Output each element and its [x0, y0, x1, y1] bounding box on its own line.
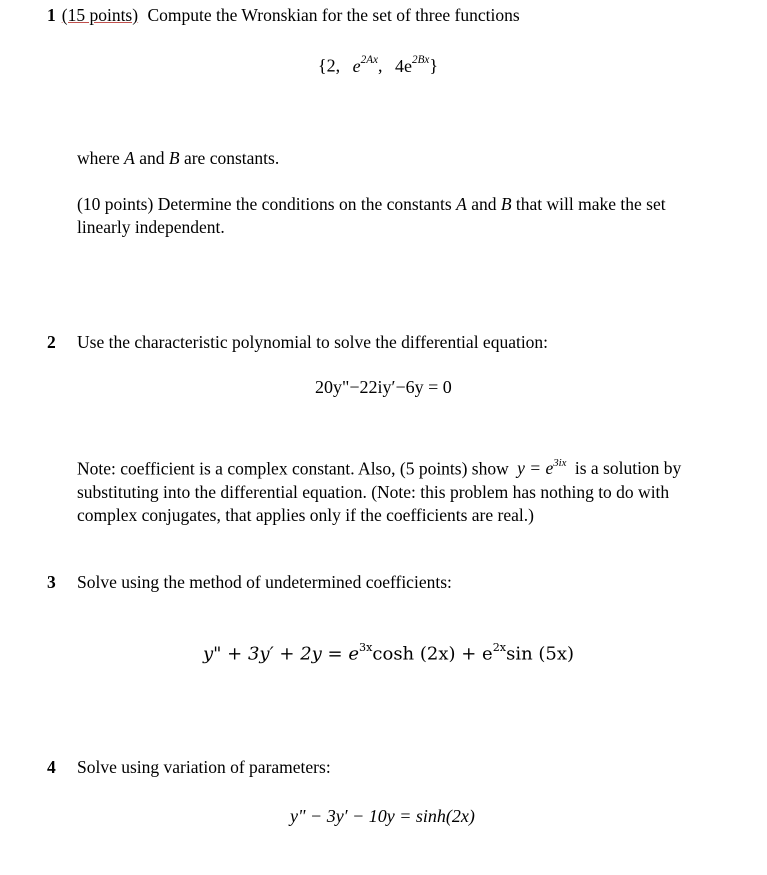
eq3-mid: cosh (2x) + e: [372, 643, 493, 665]
part2-mid: and: [471, 194, 497, 214]
problem-2-note: [77, 452, 717, 528]
problem-4-equation: y" − 3y′ − 10y = sinh(2x): [290, 806, 475, 826]
problem-3-number: 3: [47, 572, 56, 592]
where-prefix: where: [77, 148, 120, 168]
problem-1-function-set: {2, $e^{2Ax}$, $4e^{2Bx}$}: [318, 54, 438, 76]
part2-b: B: [500, 194, 512, 214]
note-suffix: is a solution by substituting into the differential equation. (Note: this problem has nothing to do with complex conjugates, that applies only if the coefficients are real.): [77, 458, 682, 526]
note-y: y = e: [517, 458, 554, 479]
part2-a: A: [456, 194, 467, 214]
where-a: A: [124, 148, 135, 168]
problem-1-points: (15 points): [61, 5, 139, 25]
set-f3-coef: 4e: [395, 55, 412, 76]
set-f2-exp: 2Ax: [360, 54, 378, 66]
eq3-exp2: 2x: [492, 641, 507, 654]
set-open: {2,: [318, 55, 341, 76]
problem-1-header: [47, 5, 520, 26]
where-b: B: [168, 148, 180, 168]
eq3-end: sin (5x): [506, 643, 575, 665]
problem-2-number: 2: [47, 332, 56, 352]
problem-1-prompt: Compute the Wronskian for the set of three functions: [147, 5, 520, 25]
problem-3-prompt: Solve using the method of undetermined coefficients:: [77, 572, 452, 592]
problem-1-where-line: [77, 148, 279, 169]
part2-suffix: that will make the set linearly independent.: [77, 194, 666, 237]
set-f2-base: e: [352, 55, 361, 76]
problem-4-prompt: Solve using variation of parameters:: [77, 757, 331, 777]
problem-2-prompt: Use the characteristic polynomial to solve the differential equation:: [77, 332, 549, 352]
set-close: }: [429, 55, 438, 76]
where-suffix: are constants.: [183, 148, 280, 168]
eq3-exp1: 3x: [359, 641, 373, 654]
set-f3-exp: 2Bx: [412, 54, 430, 66]
problem-4-number: 4: [47, 757, 56, 777]
note-prefix: Note: coefficient is a complex constant. Also, (5 points) show: [77, 458, 509, 479]
problem-1-part-2: [77, 193, 717, 239]
problem-1-number: 1: [47, 5, 56, 25]
note-exp: 3ix: [553, 457, 567, 469]
problem-3-equation: [203, 641, 574, 665]
part2-prefix: (10 points) Determine the conditions on the constants: [77, 194, 452, 214]
problem-2-equation: 20y"−22iy′−6y = 0: [315, 377, 452, 397]
eq3-lhs: y" + 3y′ + 2y = e: [203, 643, 360, 665]
where-mid: and: [139, 148, 165, 168]
